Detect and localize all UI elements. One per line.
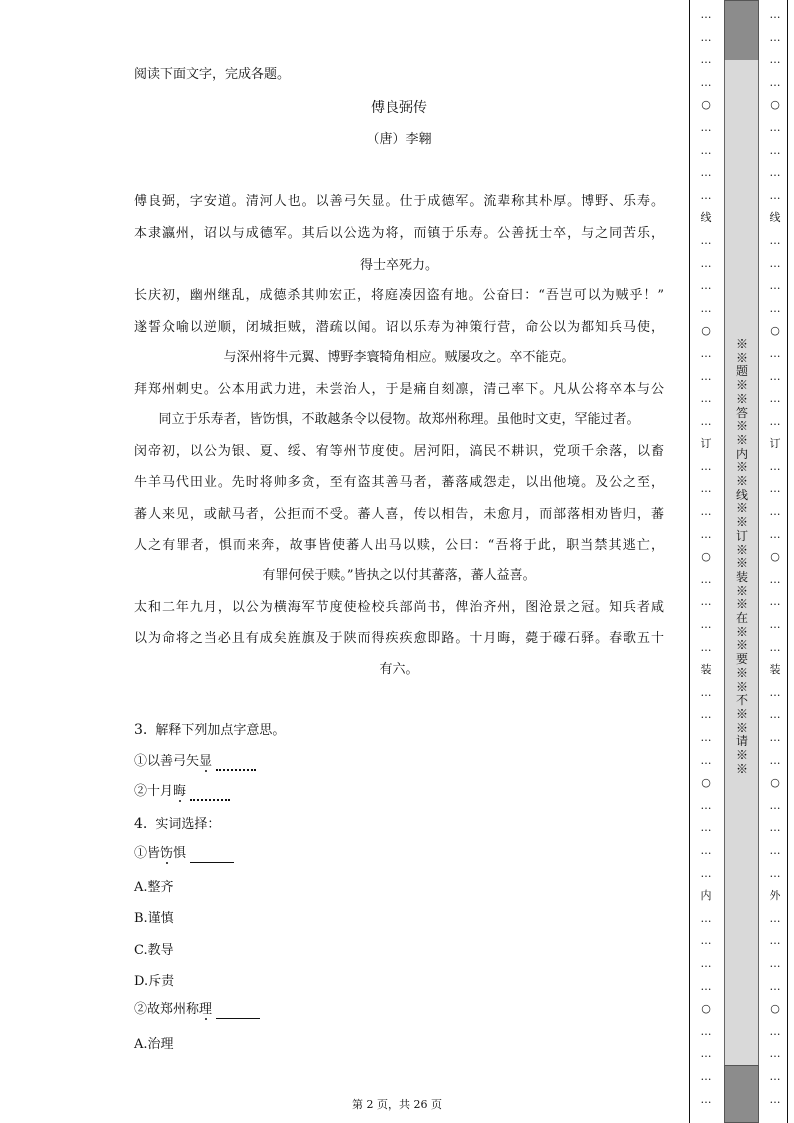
answer-blank[interactable]	[190, 785, 230, 801]
question-4-item-1: ①皆饬惧	[134, 845, 234, 863]
binding-mark: …	[700, 256, 712, 270]
dotted-char: 理	[199, 1002, 213, 1017]
dotted-char: 显	[199, 754, 213, 769]
binding-border-right	[787, 0, 788, 1123]
passage-line: 长庆初，幽州继乱，成德杀其帅宏正，将庭凑因盗有地。公奋曰：“吾岂可以为贼乎！”	[134, 288, 664, 303]
binding-mark: …	[769, 233, 781, 247]
binding-mark: …	[700, 911, 712, 925]
passage-line: 同立于乐寿者，皆饬惧，不敢越条令以侵物。故郑州称理。虽他时文吏，罕能过者。	[158, 412, 640, 427]
binding-mark: …	[769, 911, 781, 925]
binding-mark: …	[700, 30, 712, 44]
binding-mark: …	[769, 1092, 781, 1106]
binding-mark: …	[700, 53, 712, 67]
answer-blank[interactable]	[216, 755, 256, 771]
passage-line: 得士卒死力。	[359, 258, 438, 273]
binding-mark: …	[769, 279, 781, 293]
binding-mark: …	[769, 708, 781, 722]
binding-mark: …	[700, 414, 712, 428]
binding-mark: …	[769, 595, 781, 609]
question-number: 3.	[134, 722, 148, 738]
option-d[interactable]: D.斥责	[134, 974, 175, 989]
binding-mark: …	[700, 233, 712, 247]
passage-line: 以为命将之当必且有成矣旌旗及于陕而得疾疾愈即路。十月晦，薨于礞石驿。春歌五十	[134, 631, 664, 646]
question-4-item-2: ②故郑州称理	[134, 1001, 260, 1019]
dotted-char: 饬	[160, 846, 174, 861]
binding-mark: …	[700, 166, 712, 180]
binding-mark: ○	[701, 324, 711, 338]
binding-mark: …	[700, 798, 712, 812]
binding-mark: 内	[700, 889, 712, 903]
binding-mark: …	[769, 956, 781, 970]
binding-mark: …	[769, 1024, 781, 1038]
binding-mark: ○	[701, 1002, 711, 1016]
question-prompt: 实词选择：	[155, 817, 221, 832]
binding-mark: …	[769, 301, 781, 315]
binding-mark: …	[769, 866, 781, 880]
binding-mark: 线	[769, 211, 781, 225]
binding-mark: …	[700, 279, 712, 293]
binding-mark: ○	[770, 776, 780, 790]
binding-mark: 订	[700, 437, 712, 451]
binding-mark: …	[769, 753, 781, 767]
passage-line: 太和二年九月，以公为横海军节度使检校兵部尚书，俾治齐州，图沧景之冠。知兵者咸	[134, 600, 664, 615]
binding-band-top	[724, 0, 759, 61]
binding-mark: ○	[770, 1002, 780, 1016]
binding-mark: …	[700, 1092, 712, 1106]
binding-mark: …	[769, 505, 781, 519]
binding-mark: …	[769, 256, 781, 270]
passage-line: 拜郑州刺史。公本用武力进，未尝治人，于是痛自刻凛，清己率下。凡从公将卒本与公	[134, 382, 664, 397]
binding-mark: 装	[700, 663, 712, 677]
binding-mark: …	[769, 821, 781, 835]
question-prompt: 解释下列加点字意思。	[155, 723, 286, 738]
option-a[interactable]: A.整齐	[134, 880, 174, 895]
binding-mark: ○	[701, 98, 711, 112]
binding-mark: …	[769, 482, 781, 496]
binding-mark: …	[700, 1047, 712, 1061]
binding-mark: …	[700, 143, 712, 157]
binding-warning-text: ※※题※※答※※内※※线※※订※※装※※在※※要※※不※※请※※	[735, 337, 748, 776]
binding-mark: …	[700, 1024, 712, 1038]
binding-mark: …	[769, 143, 781, 157]
binding-mark: …	[700, 301, 712, 315]
question-3-item-1: ①以善弓矢显	[134, 753, 256, 771]
binding-mark: …	[769, 843, 781, 857]
binding-mark: …	[700, 369, 712, 383]
binding-mark: 线	[700, 211, 712, 225]
binding-mark: …	[700, 505, 712, 519]
binding-mark: …	[700, 979, 712, 993]
binding-band-bottom	[724, 1065, 759, 1123]
passage-line: 本隶瀛州，诏以与成德军。其后以公选为将，而镇于乐寿。公善抚士卒，与之同苦乐，	[134, 226, 664, 241]
passage-line: 蕃人来见，或献马者，公拒而不受。蕃人喜，传以相告，未愈月，而部落相劝皆归，蕃	[134, 507, 664, 522]
option-b[interactable]: B.谨慎	[134, 911, 174, 926]
binding-mark: ○	[770, 98, 780, 112]
binding-mark: …	[769, 979, 781, 993]
binding-mark: …	[700, 956, 712, 970]
binding-mark: …	[769, 640, 781, 654]
binding-mark: …	[700, 482, 712, 496]
binding-mark: …	[700, 618, 712, 632]
passage-line: 遂誓众喻以逆顺，闭城拒贼，潜疏以闻。诏以乐寿为神策行营，命公以为都知兵马使，	[134, 320, 664, 335]
binding-border-left	[689, 0, 690, 1123]
question-4	[134, 815, 220, 834]
binding-mark: 装	[769, 663, 781, 677]
binding-mark: …	[769, 527, 781, 541]
binding-column-left	[696, 4, 716, 1111]
binding-mark: …	[700, 572, 712, 586]
document-page	[128, 0, 674, 1123]
binding-mark: …	[769, 120, 781, 134]
binding-mark: 订	[769, 437, 781, 451]
question-3	[134, 721, 285, 740]
binding-mark: …	[700, 75, 712, 89]
binding-mark: 外	[769, 889, 781, 903]
binding-mark: …	[700, 8, 712, 21]
binding-mark: …	[700, 1069, 712, 1083]
binding-mark: …	[769, 1047, 781, 1061]
binding-mark: …	[700, 188, 712, 202]
binding-mark: …	[769, 346, 781, 360]
option-a[interactable]: A.治理	[134, 1037, 174, 1052]
binding-mark: …	[769, 188, 781, 202]
binding-mark: …	[700, 685, 712, 699]
passage-line: 与深州将牛元翼、博野李寰犄角相应。贼屡攻之。卒不能克。	[223, 350, 575, 365]
answer-blank[interactable]	[216, 1004, 260, 1019]
binding-mark: …	[700, 392, 712, 406]
binding-mark: ○	[770, 324, 780, 338]
binding-mark: …	[769, 414, 781, 428]
binding-mark: …	[769, 798, 781, 812]
binding-mark: …	[700, 821, 712, 835]
binding-mark: …	[769, 934, 781, 948]
binding-mark: …	[700, 934, 712, 948]
binding-mark: …	[700, 640, 712, 654]
binding-mark: …	[769, 75, 781, 89]
passage-line: 闵帝初，以公为银、夏、绥、宥等州节度使。居河阳，滈民不耕识，党项千余落，以畜	[134, 444, 664, 459]
answer-blank[interactable]	[190, 848, 234, 863]
dotted-char: 晦	[173, 784, 187, 799]
binding-mark: …	[769, 459, 781, 473]
binding-mark: …	[769, 1069, 781, 1083]
binding-mark: …	[700, 753, 712, 767]
binding-mark: …	[700, 866, 712, 880]
instruction: 阅读下面文字，完成各题。	[134, 67, 291, 82]
binding-mark: …	[769, 369, 781, 383]
passage-line: 牛羊马代田业。先时将帅多贪，至有盗其善马者，蕃落咸怨走，以出他境。及公之至，	[134, 475, 664, 490]
binding-mark: …	[769, 685, 781, 699]
binding-mark: …	[769, 572, 781, 586]
binding-column-right	[765, 4, 785, 1111]
binding-mark: …	[700, 527, 712, 541]
binding-mark: …	[769, 731, 781, 744]
binding-mark: …	[700, 731, 712, 744]
binding-mark: …	[769, 30, 781, 44]
binding-mark: …	[700, 459, 712, 473]
binding-mark: ○	[701, 776, 711, 790]
binding-mark: ○	[701, 550, 711, 564]
binding-mark: …	[769, 8, 781, 21]
page-footer: 第 2 页，共 26 页	[352, 1098, 442, 1111]
passage-line: 有罪何侯于赎。”皆执之以付其蕃落，蕃人益喜。	[262, 568, 536, 583]
binding-mark: …	[700, 120, 712, 134]
binding-mark: ○	[770, 550, 780, 564]
passage-title: 傅良弼传	[371, 100, 427, 116]
binding-mark: …	[769, 53, 781, 67]
question-number: 4.	[134, 816, 148, 832]
option-c[interactable]: C.教导	[134, 943, 174, 958]
binding-mark: …	[700, 708, 712, 722]
passage-line: 有六。	[379, 662, 419, 677]
passage-line: 傅良弼，字安道。清河人也。以善弓矢显。仕于成德军。流辈称其朴厚。博野、乐寿。	[134, 194, 664, 209]
binding-mark: …	[769, 618, 781, 632]
binding-mark: …	[700, 843, 712, 857]
question-3-item-2: ②十月晦	[134, 783, 230, 801]
passage-line: 人之有罪者，惧而来奔，故事皆使蕃人出马以赎，公曰：“吾将于此，职当禁其逃亡，	[134, 538, 664, 553]
passage-author: （唐）李翱	[366, 132, 432, 147]
binding-mark: …	[769, 166, 781, 180]
binding-mark: …	[700, 595, 712, 609]
binding-mark: …	[769, 392, 781, 406]
binding-mark: …	[700, 346, 712, 360]
